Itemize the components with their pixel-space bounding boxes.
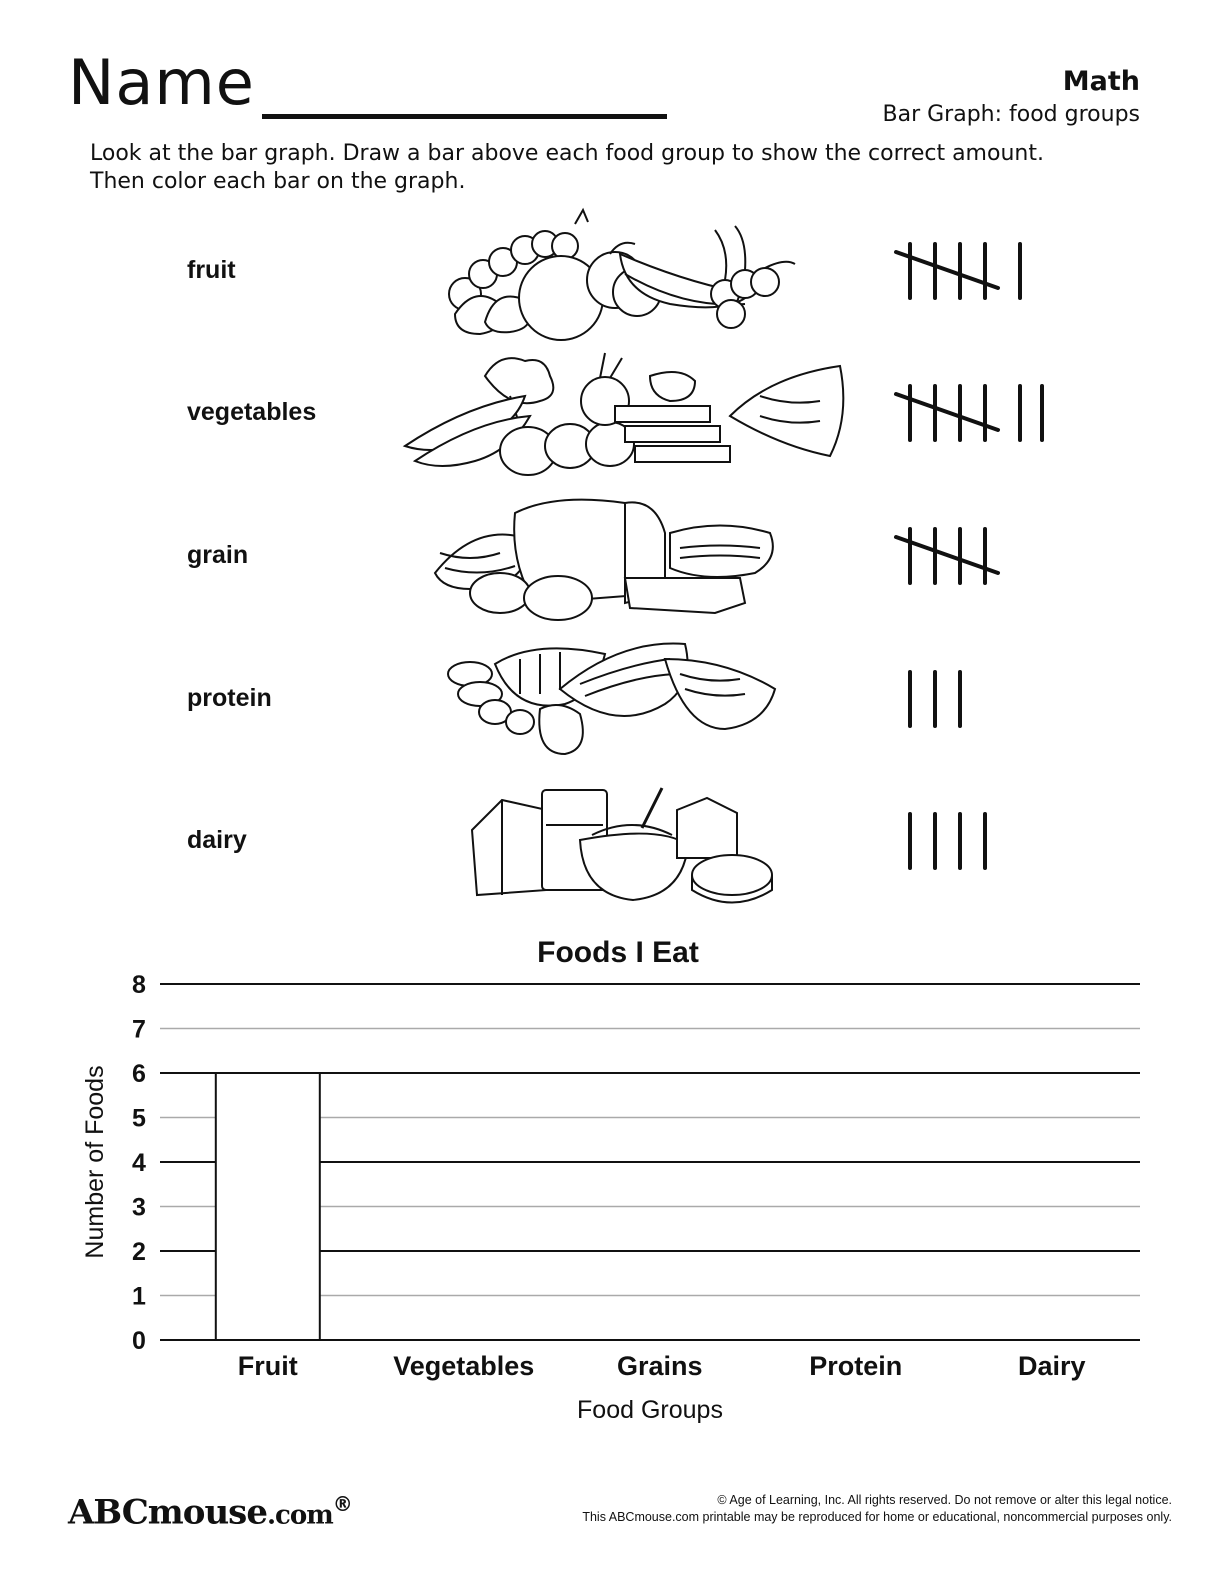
food-row-dairy: [0, 770, 1224, 910]
food-label-grain: grain: [187, 541, 249, 569]
logo-main-text: ABCmouse: [68, 1492, 267, 1533]
tally-marks-fruit: [888, 236, 1068, 304]
y-tick-label-3: 3: [132, 1193, 146, 1222]
x-tick-label-protein: Protein: [809, 1351, 903, 1381]
tally-marks-vegetables: [888, 378, 1068, 446]
legal-line-1: © Age of Learning, Inc. All rights reserved. Do not remove or alter this legal notice.: [717, 1493, 1172, 1507]
instructions: [90, 140, 1160, 196]
food-row-fruit: [0, 200, 1224, 340]
protein-illustration-icon: [440, 634, 785, 764]
y-tick-label-2: 2: [132, 1238, 146, 1266]
logo-suffix-text: .com: [266, 1500, 333, 1531]
bar-fruit: [216, 1073, 320, 1340]
y-tick-label-4: 4: [132, 1149, 146, 1177]
instructions-line-2: Then color each bar on the graph.: [90, 169, 466, 194]
legal-notice: [582, 1492, 1172, 1526]
y-tick-label-5: 5: [132, 1104, 146, 1133]
y-tick-label-1: 1: [132, 1282, 146, 1311]
y-tick-label-7: 7: [132, 1015, 146, 1044]
tally-marks-grain: [888, 521, 1068, 589]
subject-title: Math: [1062, 66, 1140, 97]
x-axis-ticks: [238, 1351, 1086, 1381]
chart-title: Foods I Eat: [537, 936, 699, 969]
x-tick-label-dairy: Dairy: [1018, 1351, 1086, 1381]
food-label-vegetables: vegetables: [187, 398, 317, 426]
y-tick-label-0: 0: [132, 1327, 146, 1355]
fruit-illustration-icon: [425, 204, 800, 344]
x-tick-label-vegetables: Vegetables: [393, 1351, 535, 1381]
y-axis-ticks: [132, 971, 146, 1355]
y-tick-label-8: 8: [132, 971, 146, 999]
food-row-protein: [0, 628, 1224, 768]
logo-registered-mark: ®: [332, 1492, 352, 1516]
instructions-line-1: Look at the bar graph. Draw a bar above each food group to show the correct amount.: [90, 141, 1044, 166]
chart-bars: [216, 1073, 320, 1340]
food-row-vegetables: [0, 342, 1224, 482]
name-label: Name: [68, 46, 255, 119]
topic-subtitle: Bar Graph: food groups: [882, 102, 1140, 127]
abcmouse-logo: [68, 1492, 352, 1532]
y-axis-label: Number of Foods: [81, 1065, 109, 1259]
food-row-grain: [0, 485, 1224, 625]
y-tick-label-6: 6: [132, 1060, 146, 1088]
tally-marks-dairy: [888, 806, 1068, 874]
x-tick-label-fruit: Fruit: [237, 1351, 298, 1381]
food-label-protein: protein: [187, 684, 272, 712]
vegetables-illustration-icon: [400, 346, 855, 486]
bar-chart: [0, 920, 1224, 1440]
food-label-dairy: dairy: [187, 826, 247, 854]
x-tick-label-grains: Grains: [617, 1351, 703, 1381]
tally-marks-protein: [888, 664, 1068, 732]
x-axis-label: Food Groups: [577, 1396, 723, 1424]
dairy-illustration-icon: [462, 780, 782, 905]
name-write-line[interactable]: [262, 114, 667, 119]
grain-illustration-icon: [430, 493, 780, 623]
food-label-fruit: fruit: [187, 256, 236, 284]
legal-line-2: This ABCmouse.com printable may be reproduced for home or educational, noncommercial purposes only.: [582, 1510, 1172, 1524]
